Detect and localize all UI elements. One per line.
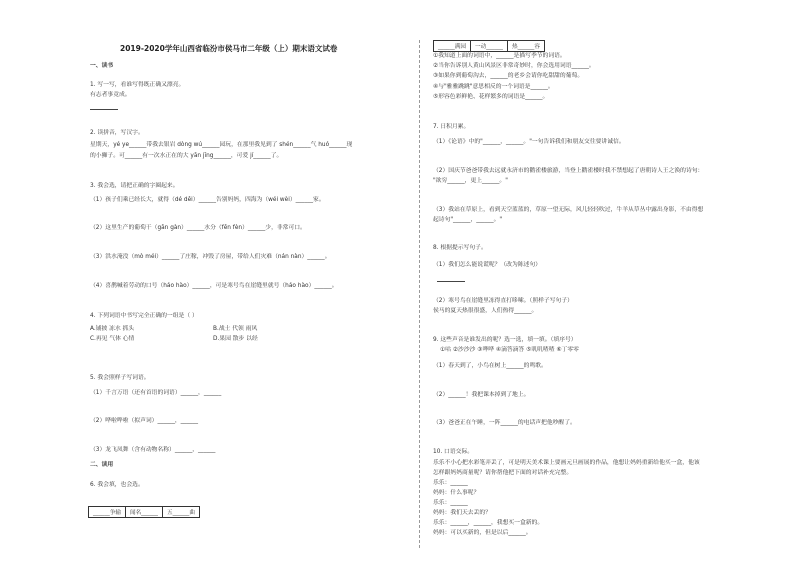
q6-word-table-a <box>88 506 200 518</box>
q9-item2: （2）______！我把课本掉到了地上。 <box>433 392 530 398</box>
word-cell[interactable]: 五______曲 <box>162 507 199 518</box>
q9-options: ①咕 ②沙沙沙 ③哗哗 ④滴答滴答 ⑤叽叽喳喳 ⑥丁零零 <box>440 347 579 353</box>
section-heading-use: 二、读用 <box>90 462 114 468</box>
q4-option-b[interactable]: B.战士 代领 雨风 <box>213 326 258 332</box>
word-cell[interactable]: 闻名______ <box>125 507 162 518</box>
q3-stem: 3. 我会选，请把正确的字圈起来。 <box>90 183 179 189</box>
q10-line8: 妈妈：可以买新的，但是以后______。 <box>433 530 532 536</box>
word-cell[interactable]: 一动______ <box>470 41 507 52</box>
q7-item3a: （3）我站在草原上，看到天空蓝蓝的，草原一望无际，风儿轻轻吹过，牛羊从草丛中露出身影，不由得想 <box>433 207 704 213</box>
q4-option-a[interactable]: A.铺披 冻水 抓头 <box>90 326 135 332</box>
q6-word-table-b <box>433 40 545 52</box>
word-cell[interactable]: 热______容 <box>507 41 544 52</box>
q3-item1: （1）孩子们乘已经长大，就得（dé děi）______告别妈妈，四海为（wéi wèi）______家。 <box>90 197 325 203</box>
q4-stem: 4. 下列词语中书写完全正确的一组是（ ） <box>90 313 198 319</box>
q3-item3: （3）洪水淹没（mò méi）______了庄稼，冲毁了房屋，带给人们灾难（nán nàn）______。 <box>90 254 331 260</box>
q2-stem: 2. 读拼音，写汉字。 <box>90 130 144 136</box>
q6-stem: 6. 我会填，也会选。 <box>90 482 144 488</box>
q8-item2a: （2）寒号鸟在崖缝里冻得直打哆嗦。（照样子写句子） <box>433 298 573 304</box>
q2-line2: 的小狮子。可______有一次水正在的大 yān jīng______，可爱 jí______了。 <box>90 153 283 159</box>
q1-stem: 1. 写一写，看谁写得既正确又漂亮。 <box>90 82 185 88</box>
q7-item1: （1）《论语》中的"______，______。"一句告诉我们和朋友交往要讲诚信。 <box>433 139 625 145</box>
q7-item2a: （2）国庆节爸爸带我去远就永济市的鹳雀楼旅游，当登上鹳雀楼时我不禁想起了唐朝诗人王之涣的诗句： <box>433 168 704 174</box>
q3-item4: （4）喜鹊喊着劳动的口号（háo hào）______，可是寒号鸟在崖缝里就号（háo hào）______。 <box>90 283 338 289</box>
q7-stem: 7. 日积月累。 <box>433 124 470 130</box>
q10-line5: 乐乐：______ <box>433 500 468 506</box>
word-cell[interactable]: ______争输 <box>89 507 126 518</box>
q8-stem: 8. 根据提示写句子。 <box>433 245 487 251</box>
q7-item2b: "欲穷______，更上______。" <box>433 178 508 184</box>
q8-answer-line-1[interactable] <box>437 281 465 282</box>
q1-text: 有志者事竟成。 <box>90 92 131 98</box>
q10-stem: 10. 口语交际。 <box>433 449 474 455</box>
q10-line2: 怎样跟妈妈商量呢？请你帮他把下面的对话补充完整。 <box>433 470 573 476</box>
q5-item1: （1）千言万语（还有首语的词语）______，______ <box>90 390 222 396</box>
q10-line7: 乐乐：______，______，我想买一盒新的。 <box>433 520 544 526</box>
q6-item1: ①我知道上面的词语中，______是描写季节的词语。 <box>433 53 566 59</box>
q6-item2: ②当你告诉别人黄山风景区非常奇妙时，你会选用词语______。 <box>433 63 595 69</box>
q10-line3: 乐乐：______ <box>433 480 468 486</box>
q9-stem: 9. 这些声音是谁发出的呢？选一选，填一填。（填序号） <box>433 337 577 343</box>
q5-item3: （3）龙飞凤舞（含有动物名称）______，______ <box>90 447 216 453</box>
q1-answer-line[interactable] <box>90 109 118 110</box>
q8-item1: （1）我们怎么能说谎呢？（改为陈述句） <box>433 262 542 268</box>
page-title: 2019-2020学年山西省临汾市侯马市二年级（上）期末语文试卷 <box>120 44 338 53</box>
q6-item4: ④与"雅雅跳跳"意思相反的一个词语是______。 <box>433 84 554 90</box>
q9-item3: （3）爸爸正在午睡，一阵______的电话声把他吵醒了。 <box>433 420 576 426</box>
column-divider <box>419 40 420 548</box>
q4-option-d[interactable]: D.果园 散步 以经 <box>213 336 258 342</box>
q2-line1: 星期天，yé ye______带我去银岩 dòng wú______园玩，在那里我见到了 shén______气 huó______现 <box>90 142 353 148</box>
q5-item2: （2）哗啦哗啦（拟声词）______，______ <box>90 418 199 424</box>
q3-item2: （2）这里生产的葡萄干（gān gàn）______水分（fēn fèn）______少，非常可口。 <box>90 225 306 231</box>
q10-line6: 妈妈：我们天去丢的？ <box>433 510 491 516</box>
section-heading-reading: 一、读书 <box>90 63 114 69</box>
q7-item3b: 起诗句"______，______。" <box>433 217 503 223</box>
q6-item3: ③如果你到葡萄沟去，______的老乡会请你吃甜甜的葡萄。 <box>433 73 584 79</box>
word-cell[interactable]: ______满园 <box>434 41 471 52</box>
q4-option-c[interactable]: C.再见 气体 心情 <box>90 336 135 342</box>
q8-item2b: 侯马的夏天热很很盛，人们热得______。 <box>433 308 538 314</box>
q5-stem: 5. 我会照样子写词语。 <box>90 375 150 381</box>
q6-item5: ⑤形容色彩鲜艳、花样繁多的词语是______。 <box>433 94 549 100</box>
q10-line1: 乐乐不小心把水彩笔弄丢了，可是明天美术课上要画元旦画展的作品，他想让妈妈重新给他买一盒，他该 <box>433 460 700 466</box>
q9-item1: （1）春天到了，小鸟在树上______的鸣歌。 <box>433 363 547 369</box>
q10-line4: 妈妈：什么事呢？ <box>433 490 480 496</box>
